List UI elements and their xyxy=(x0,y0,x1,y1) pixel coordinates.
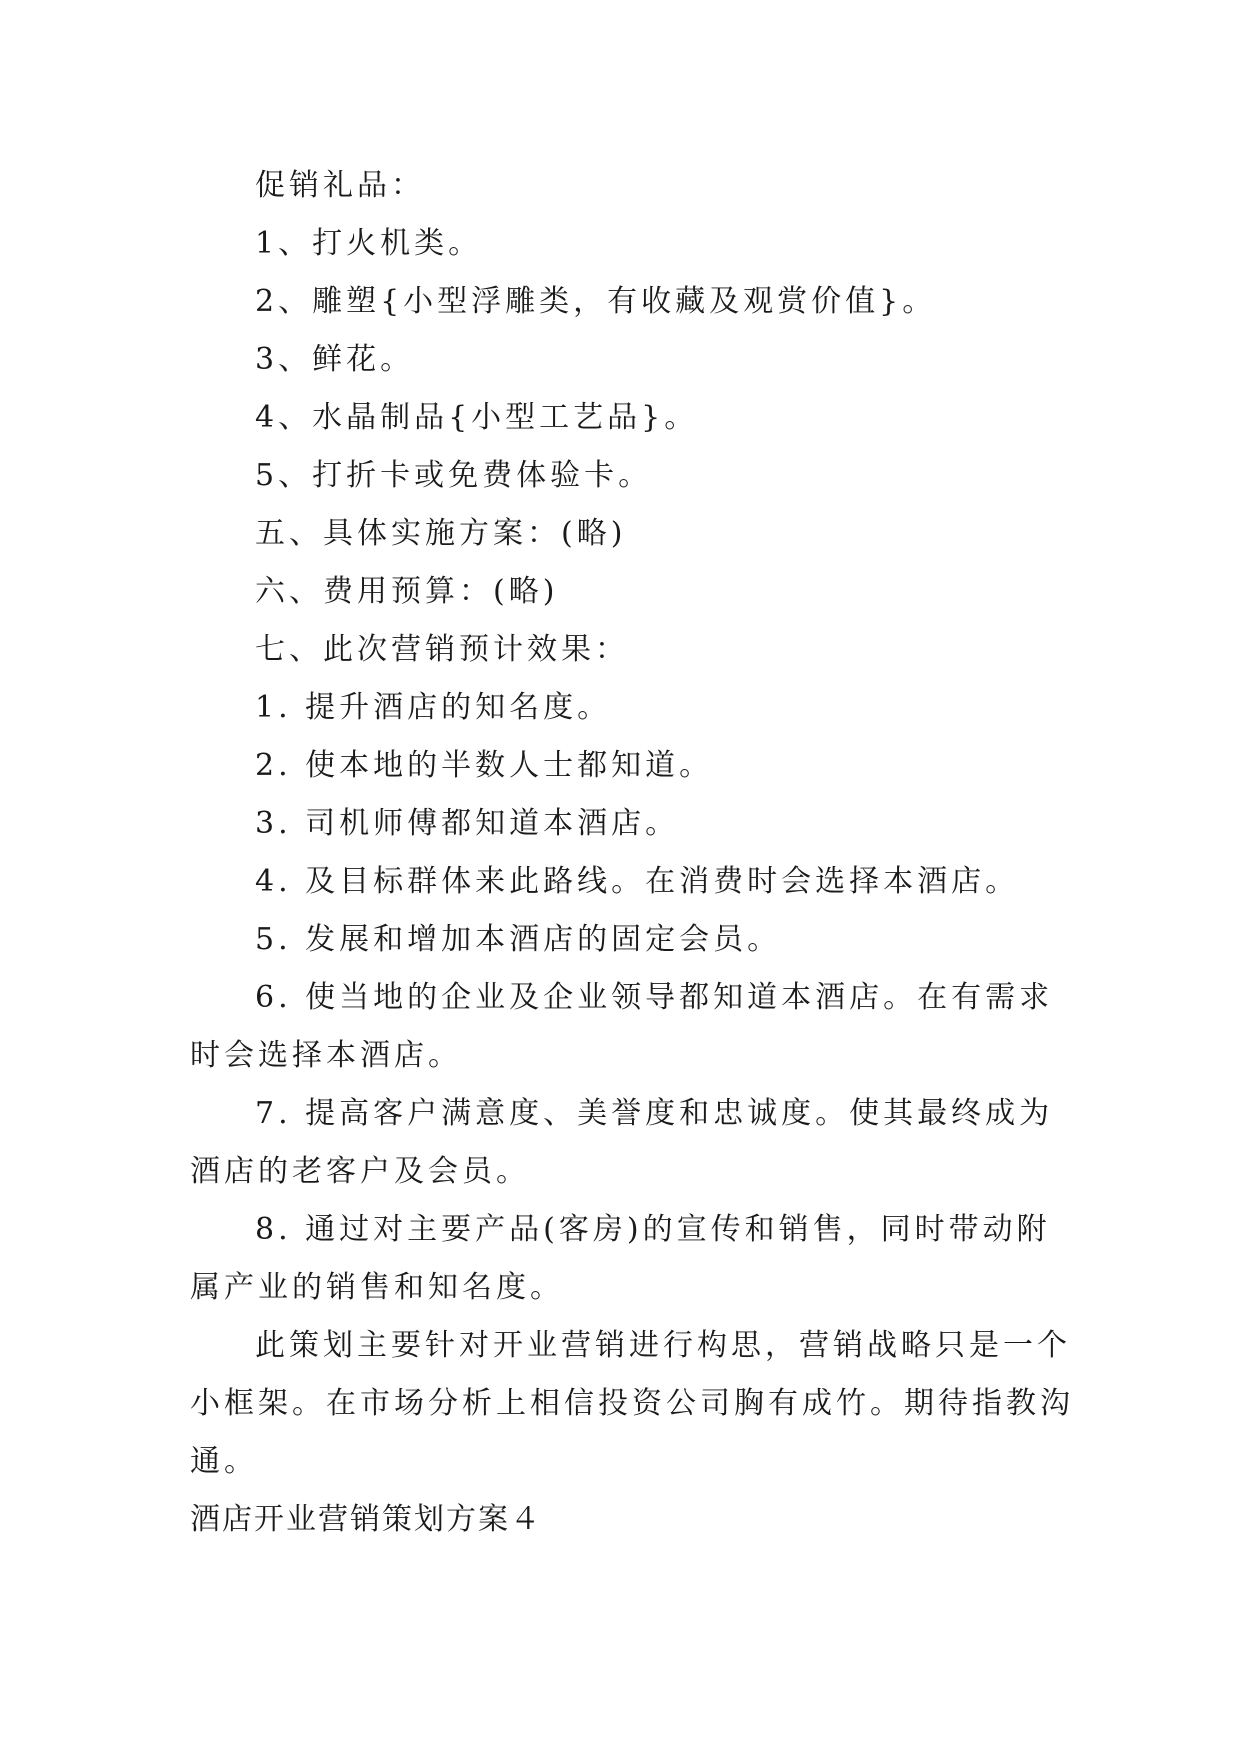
gift-item-3: 3、鲜花。 xyxy=(255,342,415,377)
section-six-heading: 六、费用预算：(略) xyxy=(255,574,559,609)
effect-item-8: 8. 通过对主要产品(客房)的宣传和销售，同时带动附 xyxy=(255,1212,1051,1247)
effect-item-3: 3. 司机师傅都知道本酒店。 xyxy=(255,806,680,841)
gift-item-2: 2、雕塑{小型浮雕类，有收藏及观赏价值}。 xyxy=(255,284,937,319)
section-five-heading: 五、具体实施方案：(略) xyxy=(255,516,627,551)
gift-item-5: 5、打折卡或免费体验卡。 xyxy=(255,458,653,493)
effect-item-2: 2. 使本地的半数人士都知道。 xyxy=(255,748,714,783)
effect-item-7: 7. 提高客户满意度、美誉度和忠诚度。使其最终成为 xyxy=(255,1096,1054,1131)
effect-item-1: 1. 提升酒店的知名度。 xyxy=(255,690,612,725)
gift-item-4: 4、水晶制品{小型工艺品}。 xyxy=(255,400,699,435)
conclusion-paragraph-line-1: 此策划主要针对开业营销进行构思，营销战略只是一个 xyxy=(255,1328,1071,1363)
section-seven-heading: 七、此次营销预计效果： xyxy=(255,632,629,667)
effect-item-6: 6. 使当地的企业及企业领导都知道本酒店。在有需求 xyxy=(255,980,1054,1015)
effect-item-8-continued: 属产业的销售和知名度。 xyxy=(190,1270,564,1305)
effect-item-6-continued: 时会选择本酒店。 xyxy=(190,1038,462,1073)
gift-item-1: 1、打火机类。 xyxy=(255,226,483,261)
effect-item-4: 4. 及目标群体来此路线。在消费时会选择本酒店。 xyxy=(255,864,1020,899)
next-plan-title: 酒店开业营销策划方案４ xyxy=(190,1502,542,1537)
effect-item-7-continued: 酒店的老客户及会员。 xyxy=(190,1154,530,1189)
gifts-heading: 促销礼品： xyxy=(255,168,425,203)
conclusion-paragraph-line-2: 小框架。在市场分析上相信投资公司胸有成竹。期待指教沟 xyxy=(190,1386,1074,1421)
effect-item-5: 5. 发展和增加本酒店的固定会员。 xyxy=(255,922,782,957)
conclusion-paragraph-line-3: 通。 xyxy=(190,1444,258,1479)
